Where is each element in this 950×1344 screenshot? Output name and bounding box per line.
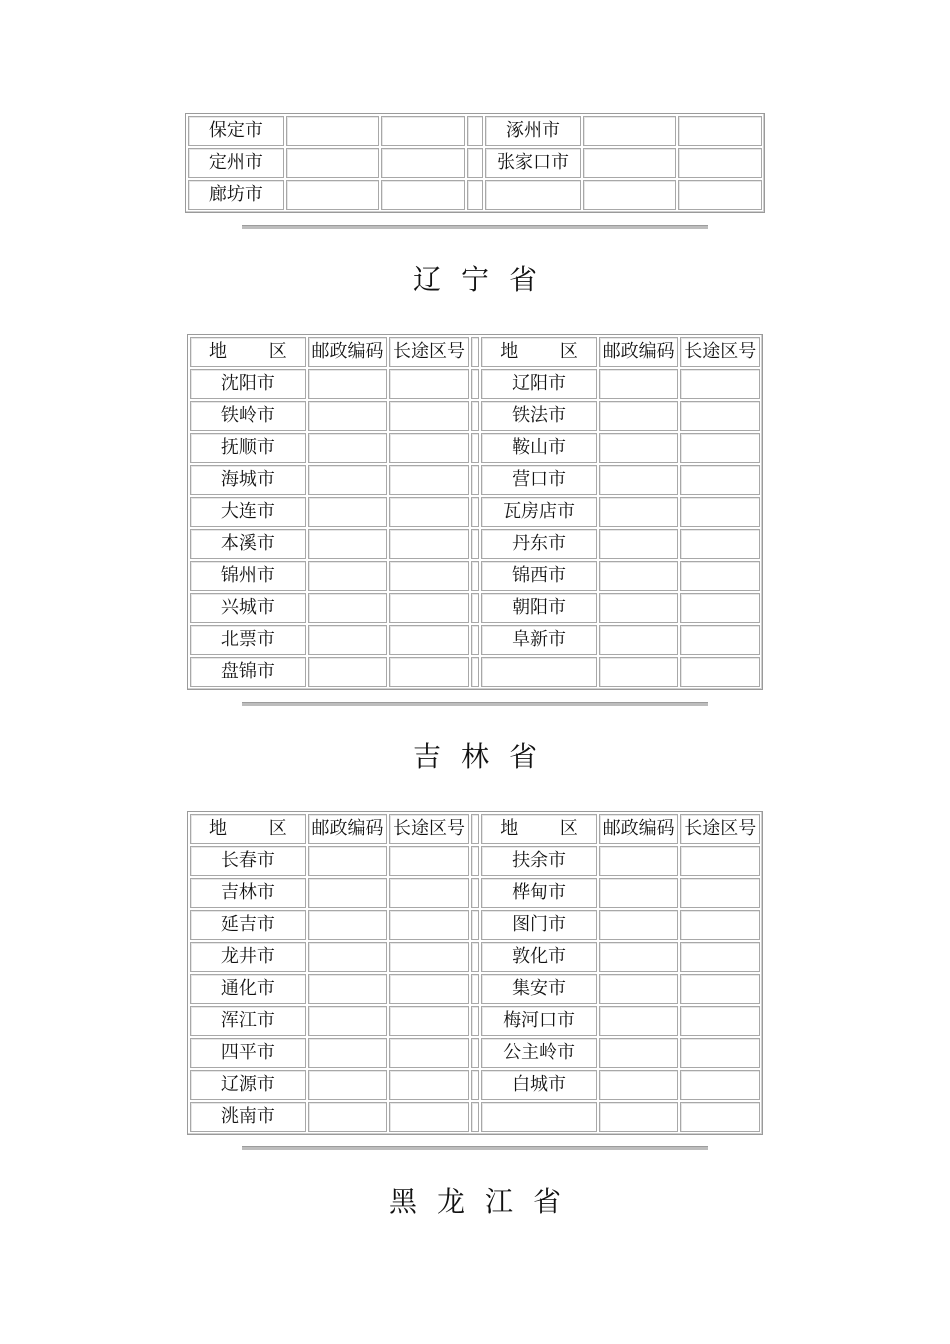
table-row (190, 1102, 760, 1132)
region-cell: 锦州市 (190, 561, 306, 591)
postal-code-cell (599, 1006, 679, 1036)
liaoning-table (187, 334, 763, 690)
postal-code-cell (308, 878, 388, 908)
region-cell: 廊坊市 (188, 180, 284, 210)
postal-code-cell (286, 116, 380, 146)
spacer-cell (471, 942, 479, 972)
postal-code-cell (599, 1038, 679, 1068)
area-code-cell (381, 116, 464, 146)
postal-code-cell (599, 1070, 679, 1100)
postal-code-cell (599, 401, 679, 431)
region-cell: 张家口市 (485, 148, 581, 178)
column-header: 地 区 (190, 814, 306, 844)
area-code-cell (680, 942, 760, 972)
postal-code-cell (599, 369, 679, 399)
postal-code-cell (308, 1102, 388, 1132)
divider-2 (242, 702, 708, 706)
postal-code-cell (599, 593, 679, 623)
postal-code-cell (308, 529, 388, 559)
region-cell: 铁法市 (481, 401, 597, 431)
area-code-cell (680, 369, 760, 399)
spacer-cell (471, 878, 479, 908)
spacer-cell (471, 465, 479, 495)
area-code-cell (680, 433, 760, 463)
postal-code-cell (308, 846, 388, 876)
region-cell: 辽阳市 (481, 369, 597, 399)
column-header: 邮政编码 (599, 814, 679, 844)
area-code-cell (389, 369, 469, 399)
table-row (190, 942, 760, 972)
postal-code-cell (286, 148, 380, 178)
region-cell: 朝阳市 (481, 593, 597, 623)
table-row (190, 846, 760, 876)
spacer-cell (467, 116, 483, 146)
area-code-cell (389, 433, 469, 463)
area-code-cell (680, 657, 760, 687)
postal-code-cell (308, 974, 388, 1004)
area-code-cell (389, 1102, 469, 1132)
area-code-cell (680, 878, 760, 908)
column-header: 长途区号 (680, 814, 760, 844)
spacer-cell (471, 561, 479, 591)
postal-code-cell (308, 910, 388, 940)
table-row (190, 369, 760, 399)
region-cell: 阜新市 (481, 625, 597, 655)
area-code-cell (680, 846, 760, 876)
table-row (188, 116, 762, 146)
postal-code-cell (599, 846, 679, 876)
table-row (190, 433, 760, 463)
postal-code-cell (599, 974, 679, 1004)
jilin-table (187, 811, 763, 1135)
area-code-cell (389, 497, 469, 527)
column-header: 地 区 (190, 337, 306, 367)
table-row (190, 1006, 760, 1036)
area-code-cell (389, 561, 469, 591)
spacer-cell (471, 846, 479, 876)
area-code-cell (680, 1006, 760, 1036)
region-cell: 浑江市 (190, 1006, 306, 1036)
divider-1 (242, 225, 708, 229)
postal-code-cell (286, 180, 380, 210)
region-cell (481, 1102, 597, 1132)
table-row (188, 148, 762, 178)
area-code-cell (389, 878, 469, 908)
area-code-cell (389, 942, 469, 972)
region-cell: 公主岭市 (481, 1038, 597, 1068)
spacer-cell (471, 593, 479, 623)
table-row (190, 497, 760, 527)
spacer-cell (471, 814, 479, 844)
spacer-cell (471, 433, 479, 463)
postal-code-cell (308, 497, 388, 527)
region-cell: 长春市 (190, 846, 306, 876)
column-header: 邮政编码 (599, 337, 679, 367)
region-cell: 图门市 (481, 910, 597, 940)
postal-code-cell (308, 593, 388, 623)
area-code-cell (381, 180, 464, 210)
spacer-cell (471, 401, 479, 431)
postal-code-cell (599, 433, 679, 463)
region-cell: 抚顺市 (190, 433, 306, 463)
postal-code-cell (583, 148, 677, 178)
table-row (190, 657, 760, 687)
region-cell: 营口市 (481, 465, 597, 495)
postal-code-cell (599, 910, 679, 940)
column-header: 长途区号 (680, 337, 760, 367)
table-header-row (190, 337, 760, 367)
region-cell: 涿州市 (485, 116, 581, 146)
table-row (190, 974, 760, 1004)
region-cell: 丹东市 (481, 529, 597, 559)
area-code-cell (389, 465, 469, 495)
postal-code-cell (599, 878, 679, 908)
region-cell: 鞍山市 (481, 433, 597, 463)
column-header: 地 区 (481, 337, 597, 367)
spacer-cell (471, 657, 479, 687)
region-cell: 本溪市 (190, 529, 306, 559)
area-code-cell (680, 561, 760, 591)
postal-code-cell (308, 561, 388, 591)
area-code-cell (678, 180, 762, 210)
table-row (190, 878, 760, 908)
area-code-cell (389, 910, 469, 940)
province-title-liaoning: 辽宁省 (412, 263, 557, 296)
region-cell: 瓦房店市 (481, 497, 597, 527)
column-header: 邮政编码 (308, 337, 388, 367)
postal-code-cell (308, 465, 388, 495)
area-code-cell (381, 148, 464, 178)
region-cell: 扶余市 (481, 846, 597, 876)
spacer-cell (471, 337, 479, 367)
region-cell: 保定市 (188, 116, 284, 146)
postal-code-cell (599, 465, 679, 495)
area-code-cell (680, 465, 760, 495)
spacer-cell (467, 148, 483, 178)
area-code-cell (680, 625, 760, 655)
column-header: 长途区号 (389, 814, 469, 844)
column-header: 地 区 (481, 814, 597, 844)
spacer-cell (471, 625, 479, 655)
region-cell (485, 180, 581, 210)
region-cell: 白城市 (481, 1070, 597, 1100)
area-code-cell (389, 529, 469, 559)
area-code-cell (389, 401, 469, 431)
spacer-cell (467, 180, 483, 210)
province-title-heilongjiang: 黑龙江省 (388, 1185, 581, 1218)
postal-code-cell (308, 1070, 388, 1100)
table-row (190, 625, 760, 655)
area-code-cell (389, 593, 469, 623)
province-title-jilin: 吉林省 (412, 740, 557, 773)
table-row (190, 561, 760, 591)
region-cell: 洮南市 (190, 1102, 306, 1132)
postal-code-cell (308, 657, 388, 687)
region-cell: 梅河口市 (481, 1006, 597, 1036)
region-cell: 兴城市 (190, 593, 306, 623)
column-header: 邮政编码 (308, 814, 388, 844)
area-code-cell (680, 1038, 760, 1068)
area-code-cell (389, 846, 469, 876)
table-row (188, 180, 762, 210)
spacer-cell (471, 1102, 479, 1132)
table-row (190, 529, 760, 559)
region-cell: 盘锦市 (190, 657, 306, 687)
area-code-cell (389, 1038, 469, 1068)
region-cell: 通化市 (190, 974, 306, 1004)
divider-3 (242, 1146, 708, 1150)
spacer-cell (471, 1006, 479, 1036)
spacer-cell (471, 1038, 479, 1068)
area-code-cell (389, 974, 469, 1004)
postal-code-cell (308, 369, 388, 399)
hebei-table (185, 113, 765, 213)
area-code-cell (389, 1070, 469, 1100)
region-cell: 定州市 (188, 148, 284, 178)
area-code-cell (680, 529, 760, 559)
table-row (190, 401, 760, 431)
region-cell: 吉林市 (190, 878, 306, 908)
region-cell: 锦西市 (481, 561, 597, 591)
postal-code-cell (599, 942, 679, 972)
spacer-cell (471, 1070, 479, 1100)
spacer-cell (471, 974, 479, 1004)
postal-code-cell (599, 625, 679, 655)
table-row (190, 465, 760, 495)
area-code-cell (680, 910, 760, 940)
table-row (190, 910, 760, 940)
region-cell: 大连市 (190, 497, 306, 527)
area-code-cell (389, 1006, 469, 1036)
region-cell: 沈阳市 (190, 369, 306, 399)
area-code-cell (389, 657, 469, 687)
region-cell (481, 657, 597, 687)
region-cell: 辽源市 (190, 1070, 306, 1100)
region-cell: 桦甸市 (481, 878, 597, 908)
area-code-cell (678, 116, 762, 146)
postal-code-cell (599, 561, 679, 591)
region-cell: 延吉市 (190, 910, 306, 940)
postal-code-cell (308, 625, 388, 655)
table-row (190, 593, 760, 623)
region-cell: 铁岭市 (190, 401, 306, 431)
area-code-cell (680, 401, 760, 431)
region-cell: 敦化市 (481, 942, 597, 972)
region-cell: 北票市 (190, 625, 306, 655)
postal-code-cell (308, 401, 388, 431)
region-cell: 集安市 (481, 974, 597, 1004)
area-code-cell (389, 625, 469, 655)
postal-code-cell (599, 1102, 679, 1132)
postal-code-cell (599, 497, 679, 527)
region-cell: 龙井市 (190, 942, 306, 972)
table-row (190, 1038, 760, 1068)
area-code-cell (680, 497, 760, 527)
postal-code-cell (308, 942, 388, 972)
area-code-cell (680, 974, 760, 1004)
postal-code-cell (599, 529, 679, 559)
spacer-cell (471, 529, 479, 559)
area-code-cell (680, 1070, 760, 1100)
postal-code-cell (308, 433, 388, 463)
postal-code-cell (308, 1038, 388, 1068)
postal-code-cell (583, 116, 677, 146)
postal-code-cell (599, 657, 679, 687)
table-row (190, 1070, 760, 1100)
spacer-cell (471, 369, 479, 399)
area-code-cell (680, 593, 760, 623)
table-header-row (190, 814, 760, 844)
spacer-cell (471, 910, 479, 940)
region-cell: 四平市 (190, 1038, 306, 1068)
area-code-cell (678, 148, 762, 178)
area-code-cell (680, 1102, 760, 1132)
spacer-cell (471, 497, 479, 527)
region-cell: 海城市 (190, 465, 306, 495)
column-header: 长途区号 (389, 337, 469, 367)
postal-code-cell (583, 180, 677, 210)
postal-code-cell (308, 1006, 388, 1036)
